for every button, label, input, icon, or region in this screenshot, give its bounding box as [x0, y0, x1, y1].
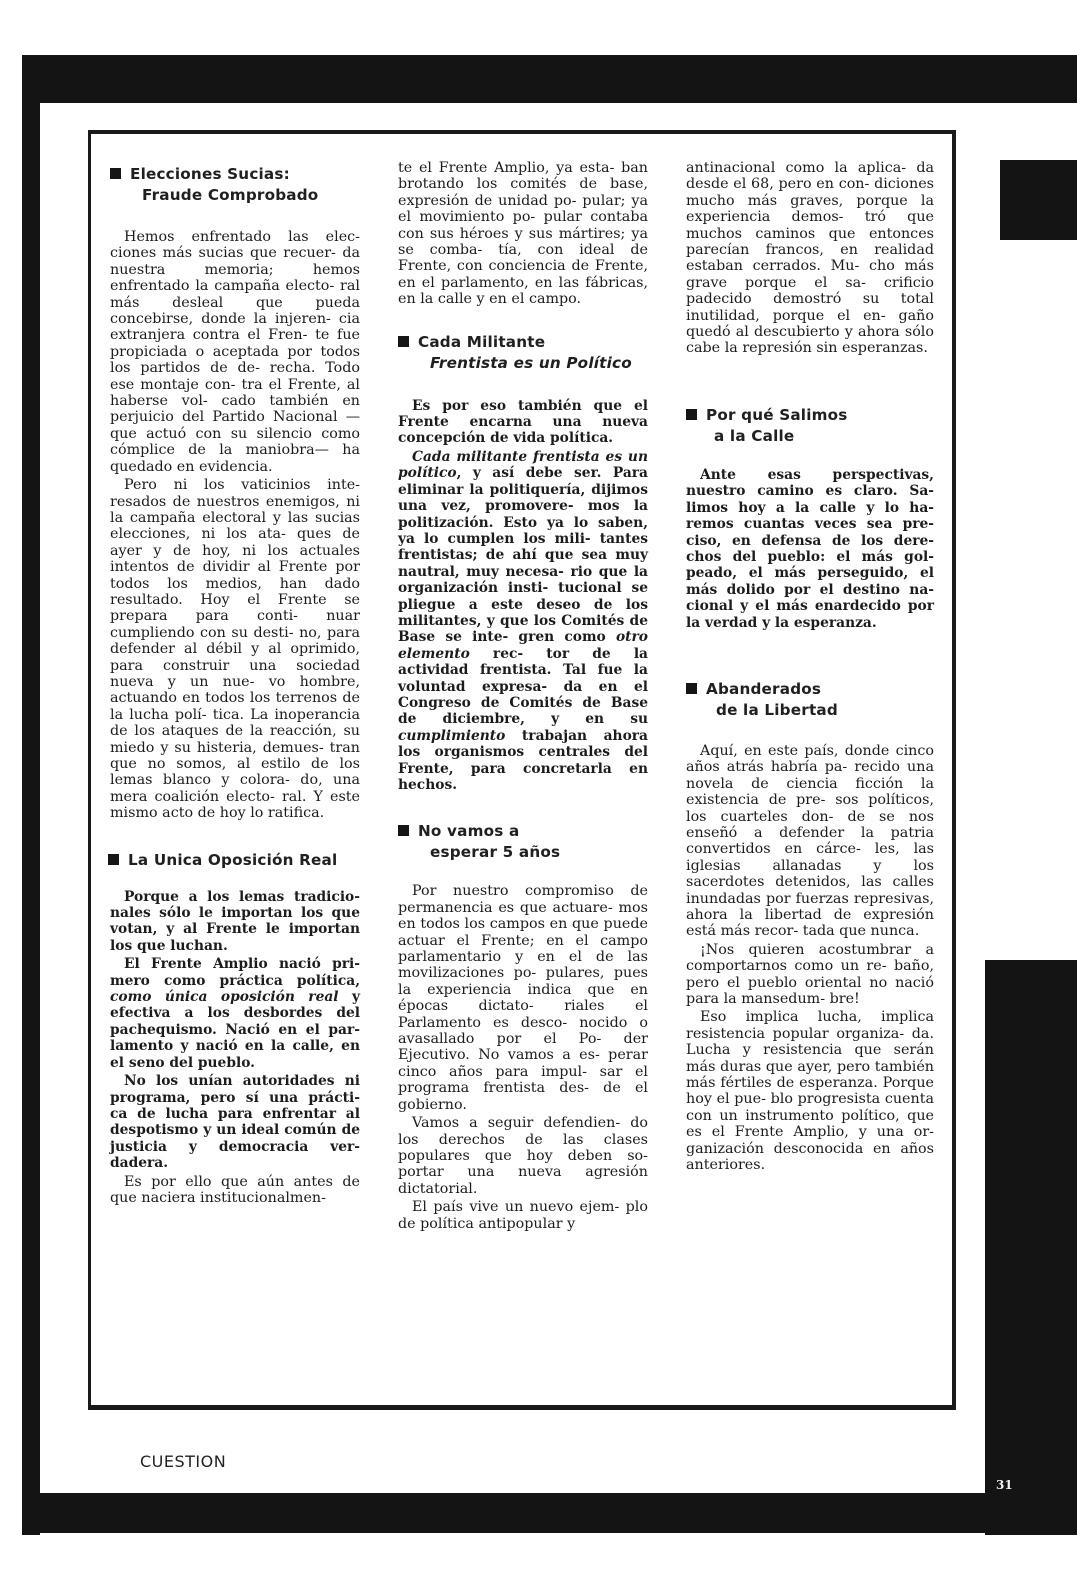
text-run-italic: Cada militante frentista es un político — [398, 448, 648, 482]
right-black-notch — [1000, 160, 1077, 240]
top-black-band — [22, 55, 1077, 103]
heading-no-vamos — [398, 821, 648, 863]
text-run-italic: como única oposición real — [110, 989, 339, 1006]
heading-line-1: No vamos a — [418, 822, 520, 841]
paragraph-bold: Es por eso también que el Frente encarna una nueva concepción de vida política. — [398, 397, 648, 447]
paragraph: Pero ni los vaticinios inte- resados de nuestros enemigos, ni la campaña electoral y las sucias elecciones, ni los ata- ques de ayer y de hoy, ni los actuales intentos de dividir al Frente por todos los medios, han dado resultado. Hoy el Frente se prepara para conti- nuar cumpliendo con su desti- no, para defender al débil y al oprimido, para construir una sociedad nueva y un nue- vo hombre, actuando en todos los terrenos de la lucha polí- tica. La inoperancia de los ataques de la reacción, su miedo y su histeria, demues- tran que no somos, al estilo de los lemas blanco y colora- do, una mera coalición electo- ral. Y este mismo acto de hoy lo ratifica. — [110, 477, 360, 822]
paragraph: Vamos a seguir defendien- do los derechos de las clases populares que hoy deben so- portar una nueva agresión dictatorial. — [398, 1115, 648, 1197]
paragraph-bold — [398, 449, 648, 794]
paragraph: Eso implica lucha, implica resistencia popular organiza- da. Lucha y resistencia que serán más duras que ayer, pero también más fértiles de esperanza. Porque hoy el pue- blo progresista cuenta con un instrumento político, que es el Frente Amplio, y una or- ganización desconocida en años anteriores. — [686, 1009, 934, 1174]
heading-line-1: Elecciones Sucias: — [130, 165, 290, 183]
heading-line-2: esperar 5 años — [430, 843, 561, 862]
column-1 — [110, 160, 360, 1208]
column-3 — [686, 160, 934, 1176]
column-2 — [398, 160, 648, 1234]
heading-por-que-salimos — [686, 405, 934, 447]
square-bullet-icon — [686, 409, 697, 420]
bottom-black-band — [22, 1493, 1077, 1533]
heading-line-2: de la Libertad — [716, 700, 838, 719]
heading-line-1: Abanderados — [706, 679, 822, 698]
square-bullet-icon — [110, 168, 121, 179]
heading-line-1: Cada Militante — [418, 332, 546, 351]
text-run-italic: cumplimiento — [398, 727, 506, 744]
paragraph: El país vive un nuevo ejem- plo de política antipopular y — [398, 1199, 648, 1232]
heading-line-2: a la Calle — [714, 426, 795, 445]
paragraph-bold — [110, 956, 360, 1071]
text-run: rec- tor de la actividad frentista. Tal fue la voluntad expresa- da en el Congreso de Comités de Base de diciembre, y en su — [398, 645, 648, 728]
heading-line-1: Por qué Salimos — [706, 405, 848, 424]
heading-unica-oposicion — [108, 850, 360, 871]
text-run-italic: otro elemento — [398, 629, 648, 662]
heading-elecciones-sucias — [110, 164, 360, 206]
paragraph-continued: antinacional como la aplica- da desde el 68, pero en con- diciones mucho más graves, porque la experiencia demos- tró que muchos caminos que entonces parecían francos, en realidad estaban cerrados. Mu- cho más grave porque el sa- crificio padecido demostró su total inutilidad, porque el en- gaño quedó al descubierto y ahora sólo cabe la represión sin esperanzas. — [686, 160, 934, 357]
text-run: y efectiva a los desbordes del pachequismo. Nació en el par- lamento y nació en la calle, en el seno del pueblo. — [110, 989, 361, 1071]
paragraph: ¡Nos quieren acostumbrar a comportarnos como un re- baño, pero el pueblo oriental no nació para la mansedum- bre! — [686, 941, 934, 1008]
square-bullet-icon — [686, 683, 697, 694]
paragraph-bold: Ante esas perspectivas, nuestro camino es claro. Sa- limos hoy a la calle y lo ha- remos cuantas veces sea pre- ciso, en defensa de los dere- chos del pueblo: el más gol- peado, el más perseguido, el más dolido por el destino na- cional y el más enardecido por la verdad y la esperanza. — [686, 466, 934, 631]
paragraph: Aquí, en este país, donde cinco años atrás habría pa- recido una novela de ciencia ficción la existencia de pre- sos políticos, los cuarteles don- de se nos enseñó a defender la patria convertidos en cárce- les, las iglesias allanadas y los sacerdotes detenidos, las calles inundadas por fuerzas represivas, ahora la libertad de expresión está más recor- tada que nunca. — [686, 742, 934, 940]
page-number: 31 — [996, 1478, 1013, 1492]
heading-line-2: Fraude Comprobado — [142, 186, 319, 204]
text-run: El Frente Amplio nació pri- mero como práctica política, — [110, 956, 360, 989]
square-bullet-icon — [398, 336, 409, 347]
square-bullet-icon — [108, 854, 119, 865]
text-run: trabajan ahora los organismos centrales del Frente, para concretarla en hechos. — [398, 727, 648, 793]
paragraph-continued: te el Frente Amplio, ya esta- ban brotando los comités de base, expresión de unidad po- pular; ya el movimiento po- pular contaba con sus héroes y sus mártires; ya se comba- tía, con ideal de Frente, con conciencia de Frente, en el parlamento, en las fábricas, en la calle y en el campo. — [398, 160, 648, 308]
paragraph-bold: Porque a los lemas tradicio- nales sólo le importan los que votan, y al Frente le importan los que luchan. — [110, 888, 360, 954]
right-black-band — [985, 960, 1077, 1535]
square-bullet-icon — [398, 825, 409, 836]
paragraph: Hemos enfrentado las elec- ciones más sucias que recuer- da nuestra memoria; hemos enfrentado la campaña electo- ral más desleal que pueda concebirse, donde la injeren- cia extranjera contra el Fren- te fue propiciada o aceptada por todos los partidos de de- recha. Todo ese montaje con- tra el Frente, al haberse vol- cado también en perjuicio del Partido Nacional —que actuó con su silencio como cómplice de la maniobra— ha quedado en evidencia. — [110, 229, 360, 475]
paragraph-bold: No los unían autoridades ni programa, pero sí una prácti- ca de lucha para enfrentar al despotismo y un ideal común de justicia y democracia ver- dadera. — [110, 1073, 360, 1172]
paragraph: Por nuestro compromiso de permanencia es que actuare- mos en todos los campos en que puede actuar el Frente; en el campo parlamentario y en el de las movilizaciones po- pulares, pues la experiencia indica que en épocas dictato- riales el Parlamento es desco- nocido o avasallado por el Po- der Ejecutivo. No vamos a es- perar cinco años para impul- sar el programa frentista des- de el gobierno. — [398, 883, 648, 1113]
heading-abanderados — [686, 679, 934, 721]
heading-line-2: Frentista es un Político — [430, 353, 632, 372]
left-black-band — [22, 55, 40, 1535]
heading-line-1: La Unica Oposición Real — [128, 850, 338, 869]
heading-cada-militante — [398, 332, 648, 374]
text-run: , y así debe ser. Para eliminar la politiquería, dijimos una vez, promovere- mos la politización. Esto ya lo saben, ya lo cumplen los mili- tantes frentistas; de ahí que sea muy nautral, muy necesa- rio que la organización insti- tucional se pliegue a este deseo de los militantes, y que los Comités de Base se inte- gren como — [398, 465, 648, 646]
magazine-name: CUESTION — [140, 1452, 227, 1471]
paragraph: Es por ello que aún antes de que naciera institucionalmen- — [110, 1173, 360, 1206]
